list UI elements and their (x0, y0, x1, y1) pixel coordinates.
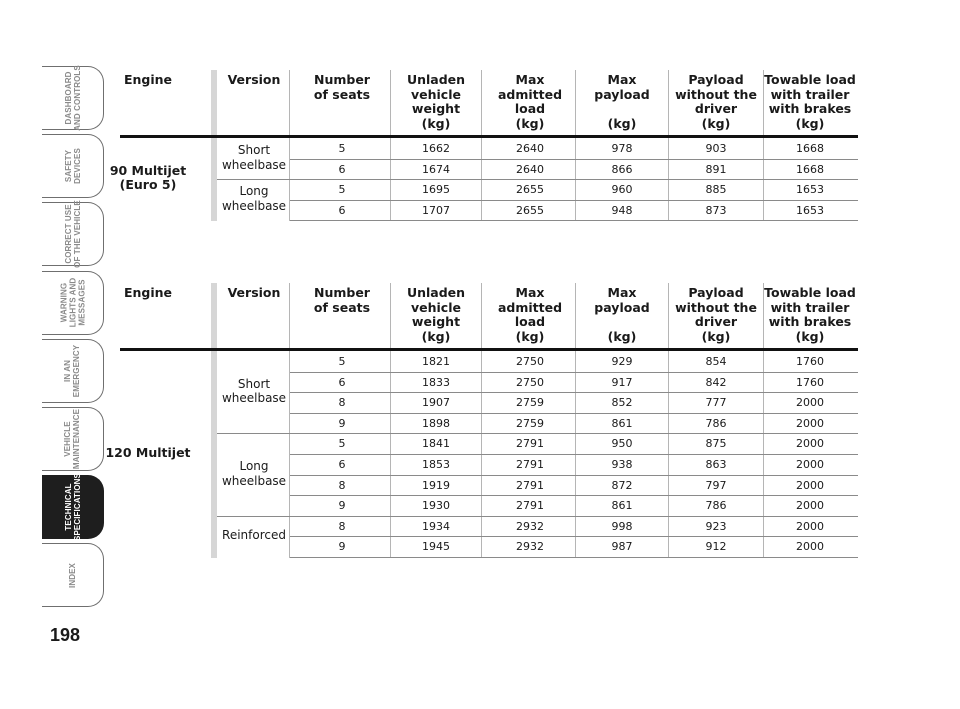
cell-r0-c6: 903 (705, 142, 727, 155)
cell-r8-c7: 2000 (796, 519, 824, 533)
cell-r3-c4: 2655 (516, 203, 544, 217)
sidebar-tab-label: INDEX (67, 562, 77, 588)
row-rule (290, 413, 858, 414)
cell-r0-c6: 854 (705, 355, 727, 368)
cell-r7-c6: 786 (705, 499, 727, 513)
header-5: Max payload (kg) (594, 285, 650, 344)
cell-r1-c6: 891 (705, 162, 727, 176)
row-rule (290, 516, 858, 517)
cell-r3-c7: 1653 (796, 203, 824, 217)
header-0: Engine (123, 72, 173, 87)
cell-r3-c5: 948 (611, 203, 633, 217)
header-rule (120, 135, 858, 138)
cell-r1-c2: 6 (338, 162, 346, 176)
cell-r3-c3: 1898 (422, 416, 450, 430)
cell-r2-c7: 1653 (796, 183, 824, 196)
row-rule (290, 200, 858, 201)
version-label: Long wheelbase (221, 184, 287, 213)
row-rule (290, 454, 858, 455)
cell-r6-c6: 797 (705, 478, 727, 492)
header-6: Payload without the driver (kg) (675, 285, 757, 344)
cell-r0-c7: 1668 (796, 142, 824, 155)
cell-r4-c7: 2000 (796, 437, 824, 451)
cell-r4-c6: 875 (705, 437, 727, 451)
sidebar-tab-5[interactable] (42, 339, 104, 403)
header-4: Max admitted load (kg) (497, 285, 563, 344)
cell-r0-c7: 1760 (796, 355, 824, 368)
cell-r5-c6: 863 (705, 458, 727, 471)
cell-r8-c2: 8 (338, 519, 346, 533)
version-label: Short wheelbase (221, 376, 287, 406)
header-5: Max payload (kg) (594, 72, 650, 131)
sidebar-tab-label: TECHNICAL SPECIFICATIONS (63, 473, 82, 542)
cell-r5-c3: 1853 (422, 458, 450, 471)
cell-r5-c2: 6 (338, 458, 346, 471)
header-3: Unladen vehicle weight (kg) (406, 285, 466, 344)
header-7: Towable load with trailer with brakes (kg) (764, 285, 856, 344)
engine-label: 120 Multijet (105, 444, 191, 460)
row-rule (290, 557, 858, 558)
version-rule (217, 516, 290, 517)
cell-r4-c3: 1841 (422, 437, 450, 451)
sidebar-tab-3[interactable] (42, 200, 104, 269)
cell-r0-c2: 5 (338, 142, 346, 155)
cell-r1-c7: 1760 (796, 375, 824, 389)
sidebar-tab-label: IN AN EMERGENCY (63, 344, 82, 398)
cell-r7-c3: 1930 (422, 499, 450, 513)
row-rule (290, 179, 858, 180)
cell-r2-c6: 777 (705, 396, 727, 410)
row-rule (290, 536, 858, 537)
cell-r2-c5: 960 (611, 183, 633, 196)
cell-r0-c4: 2640 (516, 142, 544, 155)
sidebar-tab-label: SAFETY DEVICES (63, 148, 82, 185)
sidebar-tab-label: VEHICLE MAINTENANCE (63, 408, 82, 470)
version-label: Short wheelbase (221, 143, 287, 172)
sidebar-tab-label: DASHBOARD AND CONTROLS (63, 65, 82, 131)
cell-r1-c7: 1668 (796, 162, 824, 176)
header-7: Towable load with trailer with brakes (kg) (764, 72, 856, 131)
cell-r7-c5: 861 (611, 499, 633, 513)
sidebar-tab-6[interactable] (42, 407, 104, 471)
cell-r1-c3: 1833 (422, 375, 450, 389)
cell-r4-c5: 950 (611, 437, 633, 451)
cell-r0-c3: 1821 (422, 355, 450, 368)
cell-r5-c4: 2791 (516, 458, 544, 471)
cell-r9-c6: 912 (705, 540, 727, 554)
cell-r3-c4: 2759 (516, 416, 544, 430)
cell-r0-c2: 5 (338, 355, 346, 368)
page-number: 198 (50, 625, 81, 645)
sidebar-tab-4[interactable] (42, 271, 104, 335)
cell-r6-c3: 1919 (422, 478, 450, 492)
cell-r3-c7: 2000 (796, 416, 824, 430)
cell-r6-c4: 2791 (516, 478, 544, 492)
cell-r7-c7: 2000 (796, 499, 824, 513)
cell-r3-c3: 1707 (422, 203, 450, 217)
sidebar-tab-7[interactable] (42, 473, 104, 542)
cell-r2-c2: 5 (338, 183, 346, 196)
cell-r8-c6: 923 (705, 519, 727, 533)
cell-r7-c2: 9 (338, 499, 346, 513)
cell-r8-c5: 998 (611, 519, 633, 533)
version-rule (217, 179, 290, 180)
row-rule (290, 220, 858, 221)
cell-r2-c3: 1695 (422, 183, 450, 196)
cell-r5-c7: 2000 (796, 458, 824, 471)
cell-r0-c5: 978 (611, 142, 633, 155)
cell-r6-c2: 8 (338, 478, 346, 492)
cell-r2-c3: 1907 (422, 396, 450, 410)
cell-r3-c5: 861 (611, 416, 633, 430)
cell-r2-c7: 2000 (796, 396, 824, 410)
row-rule (290, 372, 858, 373)
cell-r9-c4: 2932 (516, 540, 544, 554)
cell-r2-c5: 852 (611, 396, 633, 410)
sidebar-tab-8[interactable] (42, 543, 104, 607)
cell-r3-c6: 786 (705, 416, 727, 430)
cell-r5-c5: 938 (611, 458, 633, 471)
sidebar-tab-label: CORRECT USE OF THE VEHICLE (63, 200, 82, 269)
cell-r8-c3: 1934 (422, 519, 450, 533)
version-label: Long wheelbase (221, 459, 287, 488)
weights-table-90-multijet (109, 70, 860, 300)
cell-r0-c5: 929 (611, 355, 633, 368)
row-rule (290, 159, 858, 160)
cell-r1-c2: 6 (338, 375, 346, 389)
cell-r3-c2: 9 (338, 416, 346, 430)
cell-r1-c4: 2640 (516, 162, 544, 176)
cell-r9-c3: 1945 (422, 540, 450, 554)
header-2: Number of seats (313, 72, 371, 102)
header-4: Max admitted load (kg) (497, 72, 563, 131)
cell-r0-c3: 1662 (422, 142, 450, 155)
cell-r9-c7: 2000 (796, 540, 824, 554)
row-rule (290, 475, 858, 476)
header-1: Version (227, 72, 281, 87)
sidebar-tab-label: WARNING LIGHTS AND MESSAGES (59, 277, 86, 328)
cell-r6-c5: 872 (611, 478, 633, 492)
header-2: Number of seats (313, 285, 371, 315)
header-3: Unladen vehicle weight (kg) (406, 72, 466, 131)
cell-r1-c6: 842 (705, 375, 727, 389)
version-rule (217, 433, 290, 434)
sidebar-tab-2[interactable] (42, 134, 104, 198)
header-6: Payload without the driver (kg) (675, 72, 757, 131)
cell-r4-c2: 5 (338, 437, 346, 451)
row-rule (290, 495, 858, 496)
header-1: Version (227, 285, 281, 300)
cell-r7-c4: 2791 (516, 499, 544, 513)
cell-r1-c3: 1674 (422, 162, 450, 176)
cell-r1-c4: 2750 (516, 375, 544, 389)
cell-r1-c5: 917 (611, 375, 633, 389)
cell-r2-c2: 8 (338, 396, 346, 410)
header-rule (120, 348, 858, 351)
cell-r2-c6: 885 (705, 183, 727, 196)
cell-r9-c2: 9 (338, 540, 346, 554)
cell-r6-c7: 2000 (796, 478, 824, 492)
cell-r3-c6: 873 (705, 203, 727, 217)
header-0: Engine (123, 285, 173, 300)
row-rule (290, 433, 858, 434)
cell-r2-c4: 2759 (516, 396, 544, 410)
cell-r2-c4: 2655 (516, 183, 544, 196)
cell-r8-c4: 2932 (516, 519, 544, 533)
engine-label: 90 Multijet (Euro 5) (109, 162, 187, 192)
cell-r9-c5: 987 (611, 540, 633, 554)
row-rule (290, 392, 858, 393)
cell-r0-c4: 2750 (516, 355, 544, 368)
cell-r4-c4: 2791 (516, 437, 544, 451)
cell-r1-c5: 866 (611, 162, 633, 176)
cell-r3-c2: 6 (338, 203, 346, 217)
weights-table-120-multijet (105, 283, 860, 563)
version-label: Reinforced (222, 528, 286, 543)
